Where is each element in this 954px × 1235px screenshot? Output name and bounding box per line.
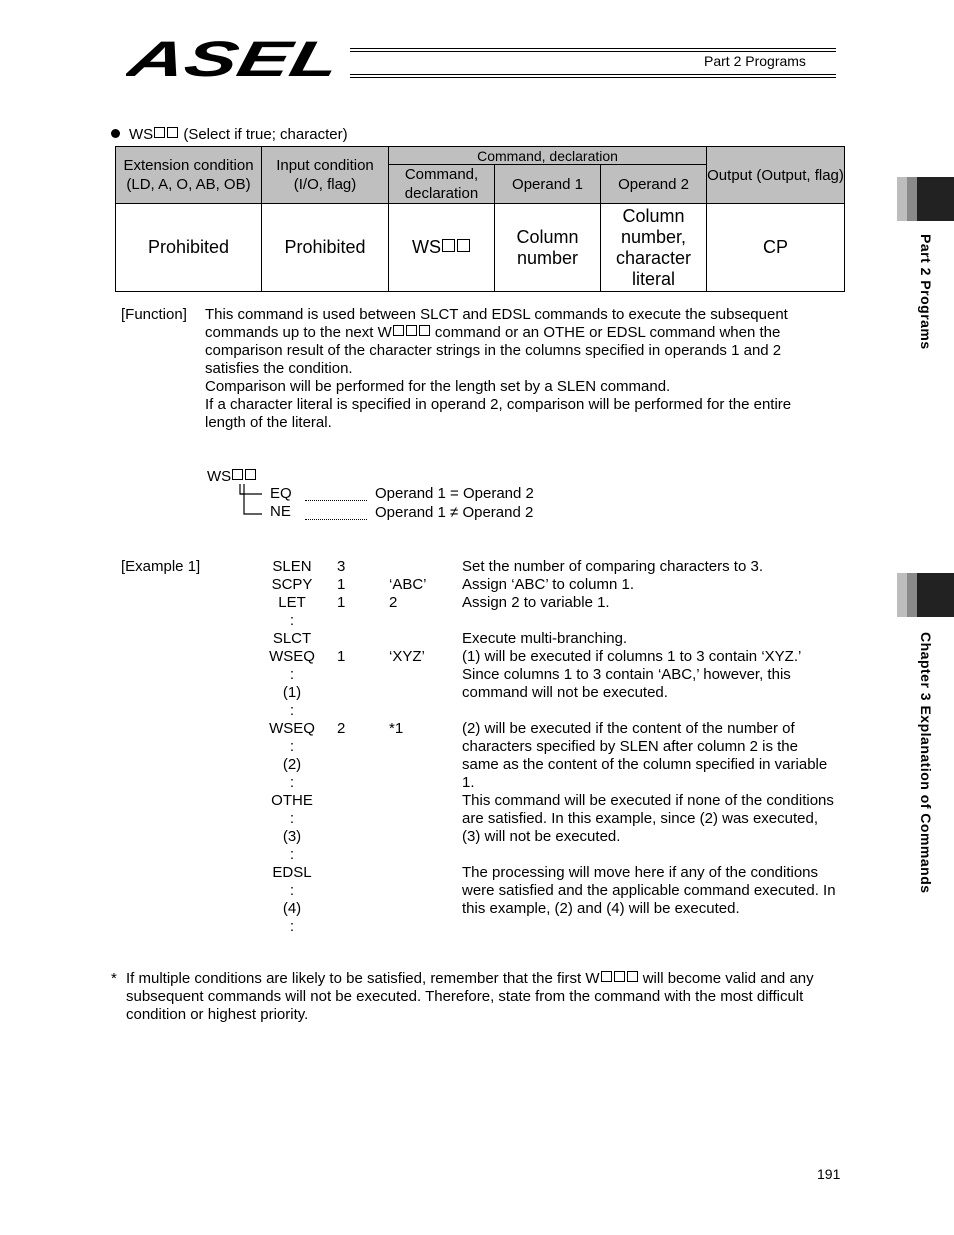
example-operand2: ‘ABC’	[389, 576, 427, 593]
example-row	[0, 882, 954, 900]
example-row	[0, 666, 954, 684]
header-input: Input condition (I/O, flag)	[262, 147, 389, 204]
example-row	[0, 594, 954, 612]
function-line: satisfies the condition.	[205, 360, 353, 377]
header-rule-4	[350, 77, 836, 78]
example-row	[0, 684, 954, 702]
placeholder-box-icon	[167, 127, 178, 138]
example-row	[0, 774, 954, 792]
example-command: SCPY	[271, 576, 313, 593]
placeholder-box-icon	[442, 239, 455, 252]
example-operand1: 1	[337, 576, 346, 593]
example-command: SLCT	[272, 630, 312, 647]
header-operand2: Operand 2	[601, 165, 707, 204]
example-description: same as the content of the column specified in variable	[462, 756, 828, 773]
placeholder-box-icon	[614, 971, 625, 982]
function-text	[205, 306, 845, 432]
logo-text: ASEL	[126, 34, 269, 80]
placeholder-box-icon	[627, 971, 638, 982]
condition-desc-ne: Operand 1 ≠ Operand 2	[375, 504, 534, 521]
example-row	[0, 846, 954, 864]
example-row	[0, 900, 954, 918]
header-operand1: Operand 1	[495, 165, 601, 204]
example-description: Since columns 1 to 3 contain ‘ABC,’ however, this	[462, 666, 791, 683]
example-row	[0, 576, 954, 594]
example-operand1: 1	[337, 648, 346, 665]
example-description: this example, (2) and (4) will be executed.	[462, 900, 740, 917]
cell-operand1: Column number	[495, 204, 601, 292]
example-description: (1) will be executed if columns 1 to 3 contain ‘XYZ.’	[462, 648, 802, 665]
example-description: Execute multi-branching.	[462, 630, 628, 647]
condition-root: WS	[207, 468, 257, 486]
example-description: Set the number of comparing characters to 3.	[462, 558, 763, 575]
example-command: :	[289, 738, 295, 755]
cell-extension: Prohibited	[116, 204, 262, 292]
example-command: EDSL	[272, 864, 312, 881]
example-row	[0, 756, 954, 774]
placeholder-box-icon	[393, 325, 404, 336]
placeholder-box-icon	[457, 239, 470, 252]
example-operand1: 3	[337, 558, 346, 575]
function-line: Comparison will be performed for the length set by a SLEN command.	[205, 378, 671, 395]
note-line: If multiple conditions are likely to be satisfied, remember that the first W will become valid and any	[126, 970, 814, 987]
example-command: :	[289, 702, 295, 719]
cell-output: CP	[707, 204, 845, 292]
cell-operand2: Column number, character literal	[601, 204, 707, 292]
example-row	[0, 738, 954, 756]
leader-dots	[305, 500, 367, 501]
example-command: :	[289, 846, 295, 863]
placeholder-box-icon	[232, 469, 243, 480]
example-command: :	[289, 918, 295, 935]
placeholder-box-icon	[419, 325, 430, 336]
command-title	[111, 126, 348, 143]
note-mark: *	[111, 970, 117, 987]
example-description: (3) will not be executed.	[462, 828, 621, 845]
side-text-chapter: Chapter 3 Explanation of Commands	[918, 632, 934, 894]
side-tab-chapter	[897, 573, 954, 617]
example-operand1: 1	[337, 594, 346, 611]
example-description: are satisfied. In this example, since (2) was executed,	[462, 810, 819, 827]
example-command: WSEQ	[269, 648, 315, 665]
command-title-text: (Select if true; character)	[183, 126, 348, 143]
page-number: 191	[817, 1166, 841, 1182]
command-table	[115, 146, 845, 292]
side-text-part: Part 2 Programs	[918, 234, 934, 350]
example-description: characters specified by SLEN after column 2 is the	[462, 738, 798, 755]
example-command: :	[289, 612, 295, 629]
example-command: (3)	[282, 828, 302, 845]
example-row	[0, 828, 954, 846]
example-command: OTHE	[271, 792, 313, 809]
example-description: command will not be executed.	[462, 684, 668, 701]
example-description: Assign ‘ABC’ to column 1.	[462, 576, 635, 593]
example-command: (1)	[282, 684, 302, 701]
example-description: 1.	[462, 774, 475, 791]
header-rule-2	[350, 51, 836, 52]
header-rule-3	[350, 74, 836, 75]
example-command: LET	[278, 594, 306, 611]
example-operand2: 2	[389, 594, 398, 611]
example-row	[0, 918, 954, 936]
header-rule-1	[350, 48, 836, 49]
asel-logo-graphic	[126, 34, 348, 80]
leader-dots	[305, 519, 367, 520]
example-row	[0, 630, 954, 648]
example-command: (4)	[282, 900, 302, 917]
condition-code-ne: NE	[270, 503, 291, 520]
example-operand2: *1	[389, 720, 404, 737]
condition-tree-lines	[236, 484, 266, 518]
cell-command: WS	[389, 204, 495, 292]
function-label: [Function]	[121, 306, 187, 323]
note-line: subsequent commands will not be executed. Therefore, state from the command with the most difficult	[126, 988, 804, 1005]
example-operand1: 2	[337, 720, 346, 737]
command-name: WS	[129, 126, 179, 143]
placeholder-box-icon	[154, 127, 165, 138]
header-extension: Extension condition (LD, A, O, AB, OB)	[116, 147, 262, 204]
example-command: :	[289, 882, 295, 899]
bullet-icon	[111, 129, 120, 138]
example-row	[0, 702, 954, 720]
cell-input: Prohibited	[262, 204, 389, 292]
function-line: commands up to the next W command or an OTHE or EDSL command when the	[205, 324, 781, 341]
function-line: comparison result of the character strings in the columns specified in operands 1 and 2	[205, 342, 782, 359]
placeholder-box-icon	[406, 325, 417, 336]
example-description: The processing will move here if any of the conditions	[462, 864, 819, 881]
note-text	[126, 970, 856, 1024]
example-description: (2) will be executed if the content of the number of	[462, 720, 795, 737]
placeholder-box-icon	[601, 971, 612, 982]
example-row	[0, 648, 954, 666]
placeholder-box-icon	[245, 469, 256, 480]
example-command: :	[289, 666, 295, 683]
example-command: SLEN	[272, 558, 312, 575]
example-operand2: ‘XYZ’	[389, 648, 425, 665]
example-row	[0, 720, 954, 738]
header-command: Command, declaration	[389, 165, 495, 204]
example-row	[0, 792, 954, 810]
side-tab-part	[897, 177, 954, 221]
example-description: were satisfied and the applicable command executed. In	[462, 882, 836, 899]
example-command: WSEQ	[269, 720, 315, 737]
example-command: :	[289, 774, 295, 791]
header-output: Output (Output, flag)	[707, 147, 845, 204]
example-row	[0, 612, 954, 630]
example-command: :	[289, 810, 295, 827]
condition-desc-eq: Operand 1 = Operand 2	[375, 485, 534, 502]
example-command: (2)	[282, 756, 302, 773]
note-line: condition or highest priority.	[126, 1006, 309, 1023]
example-row	[0, 864, 954, 882]
example-label: [Example 1]	[121, 558, 201, 575]
function-line: length of the literal.	[205, 414, 332, 431]
asel-logo	[126, 34, 348, 80]
function-line: This command is used between SLCT and EDSL commands to execute the subsequent	[205, 306, 788, 323]
function-line: If a character literal is specified in operand 2, comparison will be performed for the entire	[205, 396, 792, 413]
header-command-group: Command, declaration	[389, 147, 707, 165]
part-label: Part 2 Programs	[704, 53, 806, 69]
condition-code-eq: EQ	[270, 485, 292, 502]
example-description: Assign 2 to variable 1.	[462, 594, 610, 611]
example-row	[0, 810, 954, 828]
example-description: This command will be executed if none of the conditions	[462, 792, 834, 809]
example-row	[0, 558, 954, 576]
